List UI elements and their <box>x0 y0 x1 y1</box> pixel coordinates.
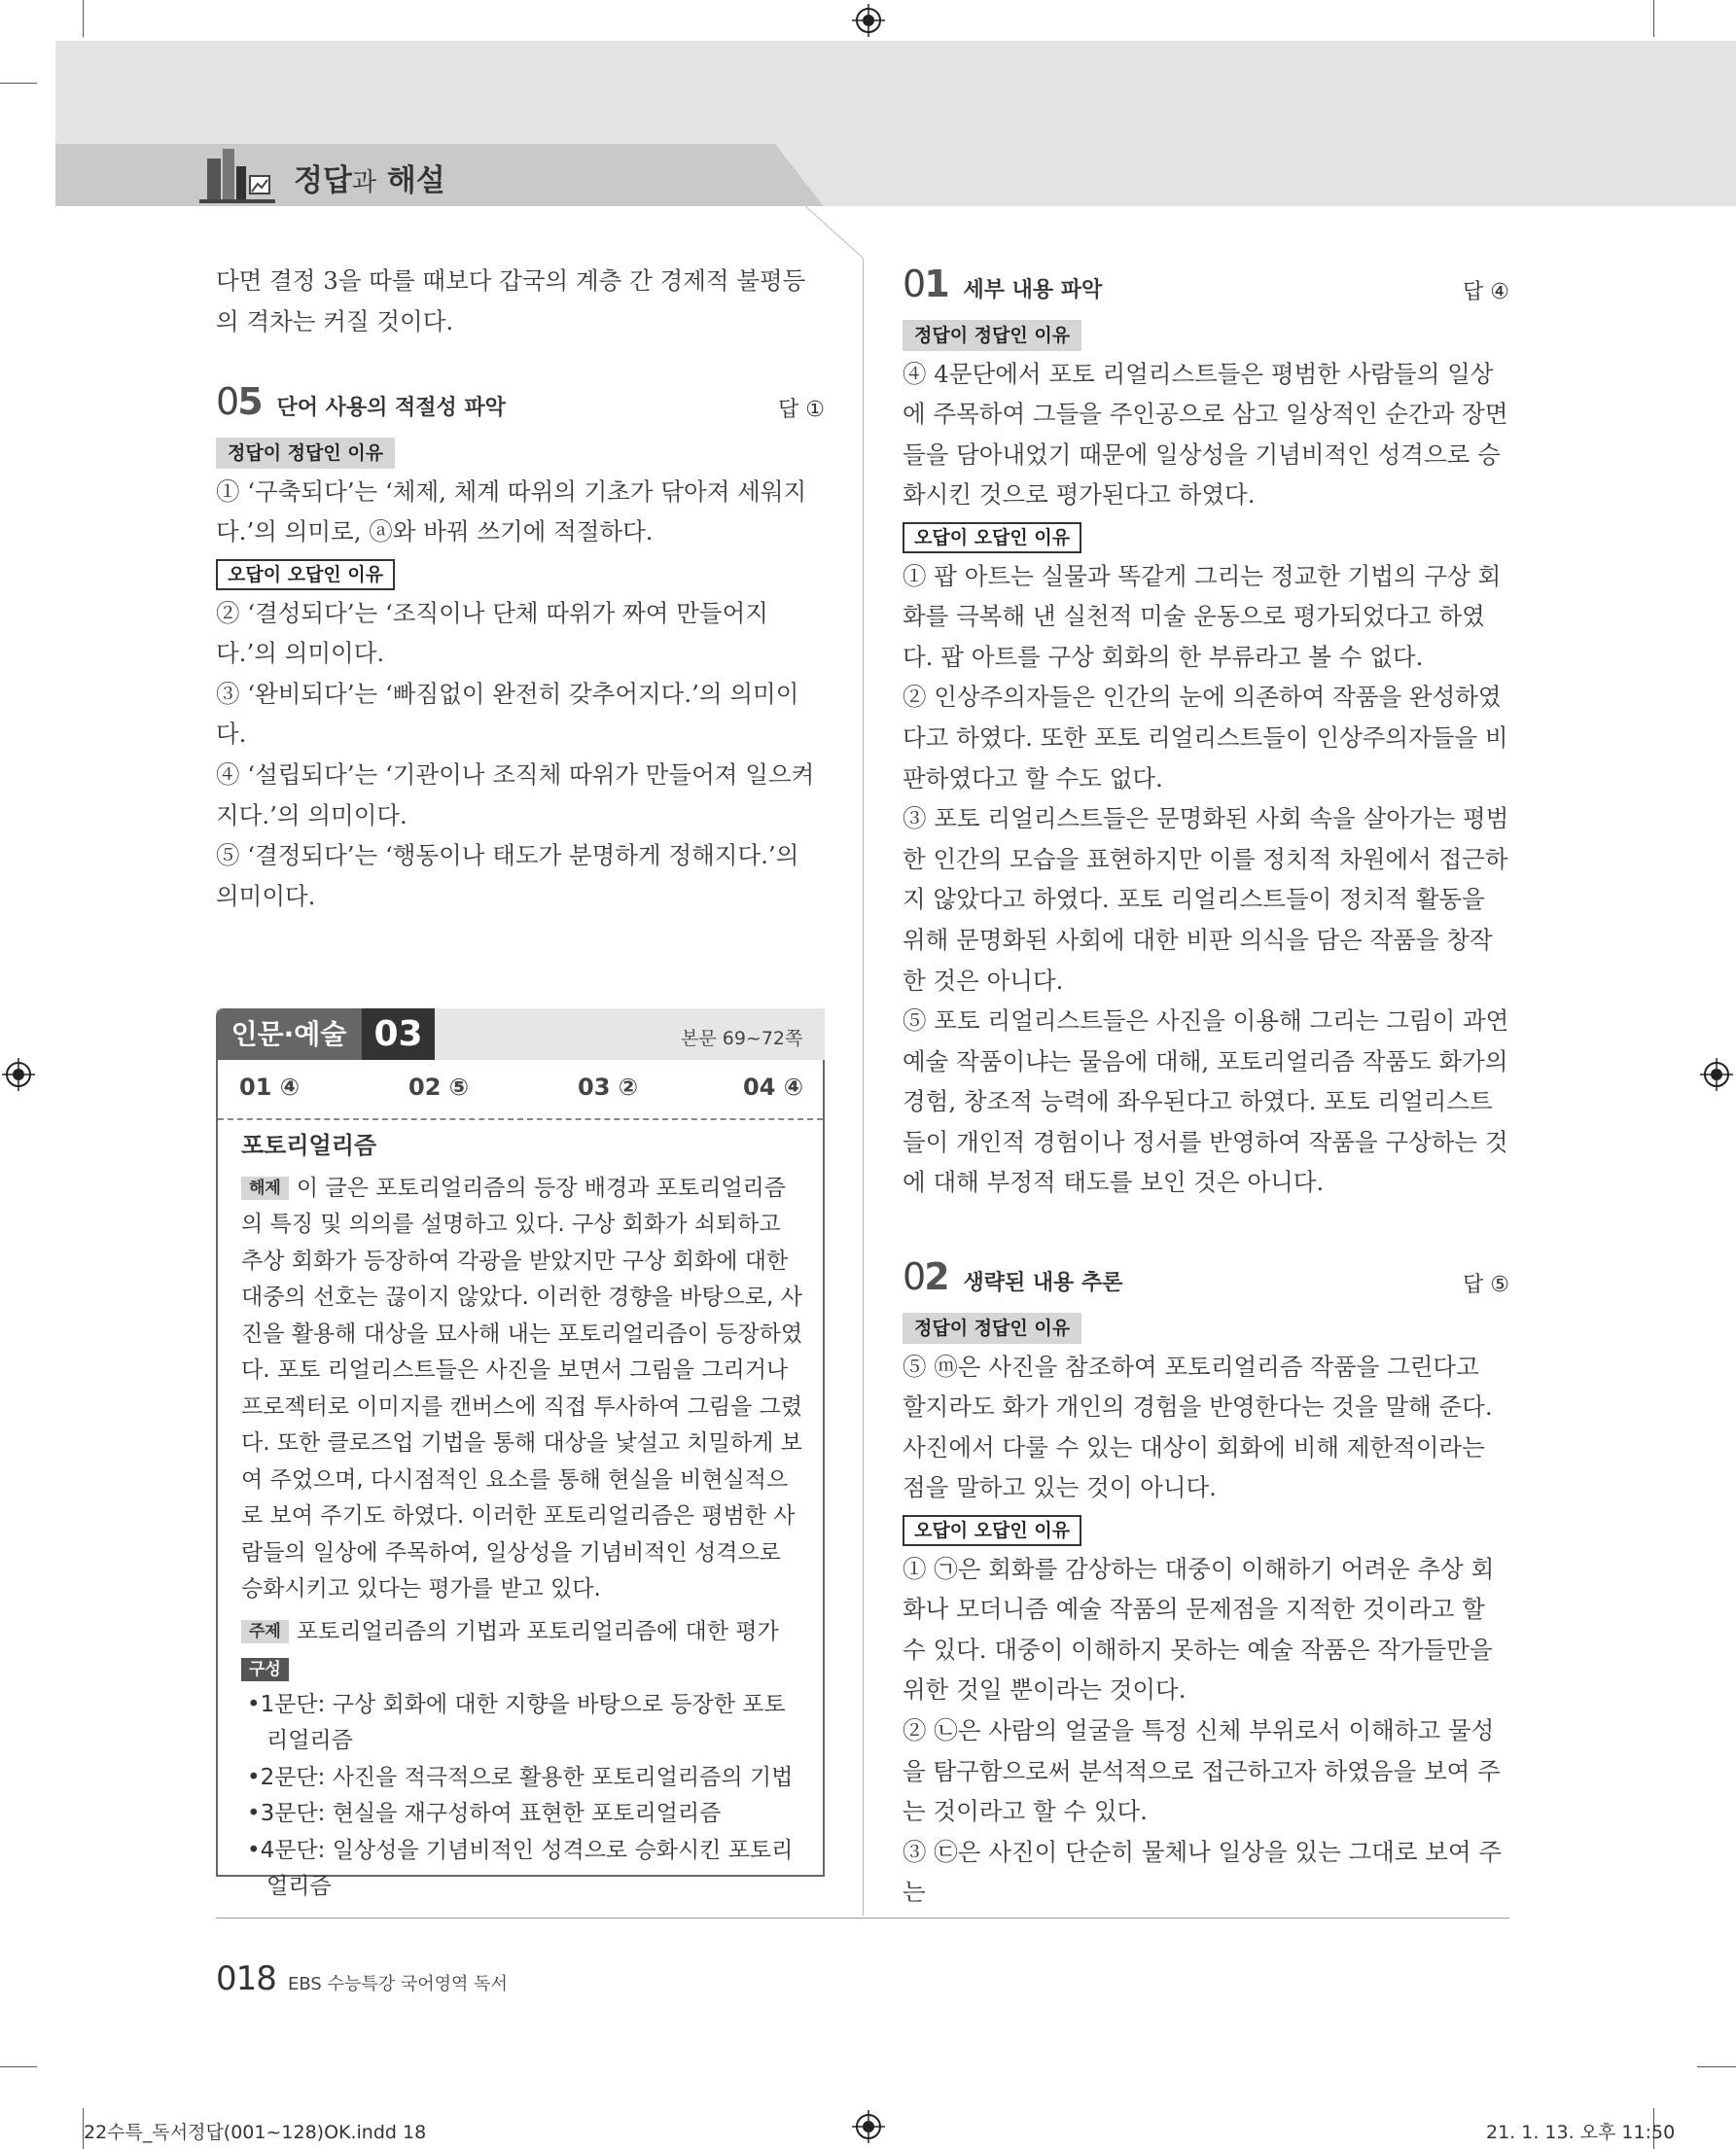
correct-reason-tag: 정답이 정답인 이유 <box>903 1313 1081 1344</box>
question-title: 생략된 내용 추론 <box>963 1271 1123 1296</box>
wrong-reason-item: ③ 포토 리얼리스트들은 문명화된 사회 속을 살아가는 평범한 인간의 모습을 표현하지만 이를 정치적 차원에서 접근하지 않았다고 하였다. 포토 리얼리스트들이 정치적 활동을 위해 문명화된 사회에 대한 비판 의식을 담은 작품을 창작한 것은 아니다. <box>903 804 1509 995</box>
question-title: 세부 내용 파악 <box>963 278 1103 302</box>
question-01-header <box>903 264 1509 313</box>
wrong-reason-tag: 오답이 오답인 이유 <box>216 559 395 590</box>
wrong-reason-item: ⑤ 포토 리얼리스트들은 사진을 이용해 그리는 그림이 과연 예술 작품이냐는 물음에 대해, 포토리얼리즘 작품도 화가의 경험, 창조적 능력에 좌우된다고 하였다. 포토 리얼리스트들이 개인적 경험이나 정서를 반영하여 작품을 구상하는 것에 대해 부정적 태도를 보인 것은 아니다. <box>903 1006 1509 1197</box>
question-answer: 답 ④ <box>1463 280 1509 304</box>
wrong-reason-item: ④ ‘설립되다’는 ‘기관이나 조직체 따위가 만들어져 일으켜지다.’의 의미이다. <box>216 759 815 829</box>
footer-rule <box>216 1918 1509 1919</box>
wrong-reason-tag: 오답이 오답인 이유 <box>903 522 1081 553</box>
structure-item: •4문단: 일상성을 기념비적인 성격으로 승화시킨 포토리얼리즘 <box>247 1837 794 1899</box>
crop-mark <box>83 0 84 37</box>
wrong-reason-item: ③ ㉢은 사진이 단순히 물체나 일상을 있는 그대로 보여 주는 <box>903 1837 1503 1907</box>
wrong-reason-tag: 오답이 오답인 이유 <box>903 1515 1081 1546</box>
correct-reason-text: ① ‘구축되다’는 ‘체제, 체계 따위의 기초가 닦아져 세워지다.’의 의미로, ⓐ와 바꿔 쓰기에 적절하다. <box>216 476 807 546</box>
question-number: 01 <box>903 263 948 305</box>
theme-chip: 주제 <box>241 1620 289 1643</box>
crop-mark <box>0 83 37 84</box>
haeje-text: 이 글은 포토리얼리즘의 등장 배경과 포토리얼리즘의 특징 및 의의를 설명하고 있다. 구상 회화가 쇠퇴하고 추상 회화가 등장하여 각광을 받았지만 구상 회화에 대한 대중의 선호는 끊이지 않았다. 이러한 경향을 바탕으로, 사진을 활용해 대상을 묘사해 내는 포토리얼리즘이 등장하였다. 포토 리얼리스트들은 사진을 보면서 그림을 그리거나 프로젝터로 이미지를 캔버스에 직접 투사하여 그림을 그렸다. 또한 클로즈업 기법을 통해 대상을 낯설고 치밀하게 보여 주었으며, 다시점적인 요소를 통해 현실을 비현실적으로 보여 주기도 하였다. 이러한 포토리얼리즘은 평범한 사람들의 일상에 주목하여, 일상성을 기념비적인 성격으로 승화시키고 있다는 평가를 받고 있다. <box>241 1175 803 1602</box>
correct-reason-text: ⑤ ⓜ은 사진을 참조하여 포토리얼리즘 작품을 그린다고 할지라도 화가 개인의 경험을 반영한다는 것을 말해 준다. 사진에서 다룰 수 있는 대상이 회화에 비해 제한적이라는 점을 말하고 있는 것이 아니다. <box>903 1352 1493 1502</box>
right-column <box>903 264 1509 1913</box>
question-number: 02 <box>903 1255 948 1299</box>
wrong-reason-item: ② ‘결성되다’는 ‘조직이나 단체 따위가 짜여 만들어지다.’의 의미이다. <box>216 598 768 668</box>
answer-key-row <box>218 1060 823 1120</box>
theme-text: 포토리얼리즘의 기법과 포토리얼리즘에 대한 평가 <box>296 1618 779 1644</box>
header-band <box>55 41 1736 144</box>
registration-mark-icon <box>852 4 885 37</box>
crop-mark <box>1653 0 1654 37</box>
header-title-rest: 해설 <box>376 163 445 198</box>
wrong-reason-item: ② 인상주의자들은 인간의 눈에 의존하여 작품을 완성하였다고 하였다. 또한 포토 리얼리스트들이 인상주의자들을 비판하였다고 할 수도 없다. <box>903 683 1508 793</box>
structure-chip: 구성 <box>241 1658 289 1681</box>
page-header-title: 정답과 해설 <box>294 163 445 198</box>
structure-item: •2문단: 사진을 적극적으로 활용한 포토리얼리즘의 기법 <box>247 1764 794 1790</box>
question-answer: 답 ① <box>778 398 825 423</box>
box-tab-number: 03 <box>362 1008 435 1060</box>
box-tab-label: 인문·예술 <box>216 1008 362 1060</box>
question-02-header <box>903 1257 1509 1306</box>
passage-title: 포토리얼리즘 <box>241 1132 377 1159</box>
wrong-reason-item: ① 팝 아트는 실물과 똑같게 그리는 정교한 기법의 구상 회화를 극복해 낸 실천적 미술 운동으로 평가되었다고 하였다. 팝 아트를 구상 회화의 한 부류라고 볼 수 없다. <box>903 561 1502 671</box>
box-page-reference: 본문 69~72쪽 <box>681 1028 803 1049</box>
theme-paragraph <box>241 1614 805 1651</box>
correct-reason-tag: 정답이 정답인 이유 <box>216 438 395 469</box>
registration-mark-icon <box>1700 1058 1733 1091</box>
page-number: 018 <box>216 1959 276 1998</box>
crop-mark <box>0 2066 37 2067</box>
passage-summary-box <box>216 1060 825 1899</box>
box-content <box>241 1128 805 1906</box>
left-column <box>216 261 825 916</box>
haeje-chip: 해제 <box>241 1177 289 1200</box>
registration-mark-icon <box>2 1058 35 1091</box>
book-title: EBS 수능특강 국어영역 독서 <box>288 1974 508 1994</box>
books-icon <box>199 141 275 205</box>
header-title-bold: 정답 <box>294 163 352 198</box>
intro-text: 다면 결정 3을 따를 때보다 갑국의 계층 간 경제적 불평등의 격차는 커질 것이다. <box>216 266 806 335</box>
file-slug: 22수특_독서정답(001~128)OK.indd 18 <box>84 2122 427 2143</box>
column-divider-top <box>805 206 866 261</box>
correct-reason-text: ④ 4문단에서 포토 리얼리스트들은 평범한 사람들의 일상에 주목하여 그들을 주인공으로 삼고 일상적인 순간과 장면들을 담아내었기 때문에 일상성을 기념비적인 성격으로 승화시킨 것으로 평가된다고 하였다. <box>903 359 1508 510</box>
answer-key-item: 01 ④ <box>239 1074 301 1101</box>
question-title: 단어 사용의 적절성 파악 <box>276 396 506 421</box>
correct-reason-tag: 정답이 정답인 이유 <box>903 320 1081 351</box>
wrong-reason-item: ⑤ ‘결정되다’는 ‘행동이나 태도가 분명하게 정해지다.’의 의미이다. <box>216 841 799 910</box>
structure-item: •3문단: 현실을 재구성하여 표현한 포토리얼리즘 <box>247 1801 722 1826</box>
registration-mark-icon <box>852 2110 885 2143</box>
answer-key-item: 03 ② <box>578 1074 639 1101</box>
question-05-header <box>216 382 825 431</box>
print-timestamp: 21. 1. 13. 오후 11:50 <box>1486 2122 1676 2143</box>
column-divider <box>863 258 864 1916</box>
question-number: 05 <box>216 380 262 424</box>
haeje-paragraph <box>241 1171 805 1608</box>
wrong-reason-item: ③ ‘완비되다’는 ‘빠짐없이 완전히 갖추어지다.’의 의미이다. <box>216 679 799 749</box>
wrong-reason-item: ① ㉠은 회화를 감상하는 대중이 이해하기 어려운 추상 회화나 모더니즘 예술 작품의 문제점을 지적한 것이라고 할 수 있다. 대중이 이해하지 못하는 예술 작품은 작가들만을 위한 것일 뿐이라는 것이다. <box>903 1554 1495 1705</box>
crop-mark <box>1697 2066 1736 2067</box>
answer-key-item: 02 ⑤ <box>408 1074 470 1101</box>
wrong-reason-item: ② ㉡은 사람의 얼굴을 특정 신체 부위로서 이해하고 물성을 탐구함으로써 분석적으로 접근하고자 하였음을 보여 주는 것이라고 할 수 있다. <box>903 1716 1501 1826</box>
question-answer: 답 ⑤ <box>1463 1273 1509 1298</box>
structure-item: •1문단: 구상 회화에 대한 지향을 바탕으로 등장한 포토리얼리즘 <box>247 1691 786 1753</box>
answer-key-item: 04 ④ <box>743 1074 804 1101</box>
